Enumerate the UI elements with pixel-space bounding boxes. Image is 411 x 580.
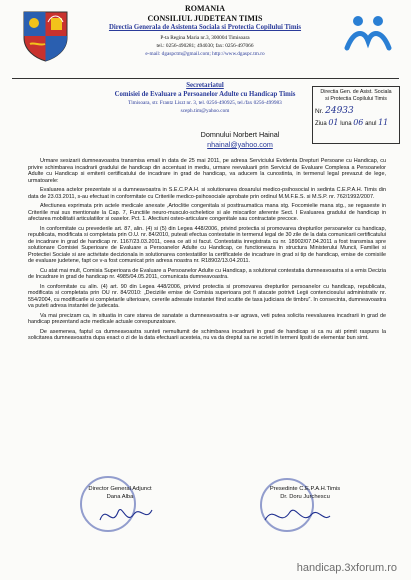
secretariat-heading: Secretariatul [186, 82, 224, 89]
left-signatory-name: Dana Alba [106, 493, 134, 500]
addressee-name: Domnului Norbert Hainal [200, 130, 280, 139]
addressee-email[interactable]: nhainal@yahoo.com [207, 139, 273, 149]
body-paragraph: In conformitate cu prevederile art. 87, alin. (4) si (5) din Legea 448/2006, privind protectia si promovarea drepturilor persoanelor cu handicap, republicata, modificata si completata prin O.U. nr. 84/2010, puteati efectua contestatie in termenul legal de 30 zile de la data comunicarii certificatului de incadrare in grad de handicap nr. 1167/23.03.2011, ceea ce ati si facut. Contestatia inregistrata cu nr. 18902/07.04.2011 a fost transmisa spre solutionare Comisiei Superioare de Evaluare a Persoanelor Adulte cu Handicap, ce functioneaza in structura Ministerului Muncii, Familiei si Protectiei Sociale si are activitate decizionala in solutionarea contestatiilor la certificatele de incadrare in grad si tip de handicap, emise de comisiile de evaluare judetene, fapt ce v-a fost comunicat prin adresa noastra nr. R18902/13.04.2011. [28, 225, 386, 264]
right-signatory-name: Dr. Doru Jurchescu [280, 493, 330, 500]
directorate-heading: Directia Generala de Asistenta Sociala si Protectia Copilului Timis [108, 24, 302, 31]
body-paragraph: Cu atat mai mult, Comisia Superioara de Evaluare a Persoanelor Adulte cu Handicap, a solutionat contestatia dumneavoastra si a emis Decizia de Incadrare in grad de handicap nr. 4985/04.05.2011, comunicata dumneavoastra. [28, 267, 386, 280]
body-paragraph: In conformitate cu alin. (4) art. 90 din Legea 448/2006, privind protectia si promovarea drepturilor persoanelor cu handicap, republicata, modificata si completata prin OU nr. 84/2010: „Deciziile emise de Comisia superioara pot fi atacate potrivit Legii contenciosului administrativ nr. 554/2004, cu modificarile si completarile ulterioare, cererile adresate instantei fiind scutite de taxa judiciara de timbru”. In consecinta, dumneavoastra va puteti adresa instantei de judecata. [28, 283, 386, 309]
left-signatory-title: Director General Adjunct [88, 486, 152, 492]
registration-line2: si Protectia Copilului Timis [325, 96, 387, 103]
registration-day: 01 [328, 118, 339, 128]
registration-number: 24933 [325, 106, 354, 117]
right-signature-block [240, 486, 370, 502]
body-paragraph: Evaluarea actelor prezentate si a dumneavoastra in S.E.C.P.A.H. si solutionarea dosarului medico-psihosocial in sedinta C.E.P.A.H. Timis din data de 23.03.2011, s-au efectuat in conformitate cu Criteriile medico-psihosociale aprobate prin ordinul M.M.F.E.S. si M.S.P. nr. 762/1992/2007. [28, 187, 386, 200]
commission-heading: Comisiei de Evaluare a Persoanelor Adulte cu Handicap Timis [114, 91, 296, 98]
registration-line1: Directia Gen. de Asist. Sociala [320, 89, 392, 95]
body-paragraph: Va mai precizam ca, in situatia in care starea de sanatate a dumneavoastra s-ar agrava, veti putea solicita reevaluarea incadrarii in grad de handicap prezentand acte medicale actuale corespunzatoare. [28, 312, 386, 325]
body-paragraph: De asemenea, faptul ca dumneavoastra sunteti nemultumit de schimbarea incadrarii in grad de handicap si ca nu ati primit raspuns la solicitarea dumneavoastra dupa exact o zi de la data efectuarii acesteia, nu va da dreptul sa ne scrieti in termeni lipsiti de elementar bun simt. [28, 328, 386, 341]
letter-body [28, 158, 386, 345]
addressee-block [170, 130, 310, 149]
registration-day-label: Ziua [315, 121, 327, 128]
registration-year: 11 [378, 118, 389, 128]
directorate-address: P-ta Regina Maria nr.3, 300004 Timisoara [160, 35, 250, 41]
registration-nr-label: Nr. [315, 108, 324, 116]
header-divider [12, 78, 399, 79]
registration-month: 06 [353, 118, 364, 128]
directorate-email: e-mail: dgaspctm@gmail.com; http://www.dgaspc.tm.ro [145, 51, 265, 57]
body-paragraph: Urmare sesizarii dumneavoastra transmisa email in data de 25 mai 2011, pe adresa Serviciului Evidenta Drepturi Persoane cu Handicap, cu privire schimbarea incadrarii gradului de handicap din accentuat in mediu, urmare reevaluarii prin Serviciul de Evaluare Complexa a Persoanelor Adulte cu Handicap si emiterii certificatului de incadrare in grad de handicap, va aducem la cunostinta, in termenul legal prevazut de lege, urmatoarele: [28, 158, 386, 184]
dgaspc-logo [342, 8, 394, 60]
county-crest-logo [18, 8, 73, 63]
registration-stamp [312, 86, 400, 144]
country-heading: ROMANIA [185, 4, 225, 13]
council-heading: CONSILIUL JUDETEAN TIMIS [147, 14, 263, 23]
directorate-phone: tel.: 0256-490281; 494030; fax: 0256-497066 [156, 43, 254, 49]
commission-address: Timisoara, str. Frantz Liszt nr. 3, tel. 0256-490925, tel./fax 0256-499983 [128, 100, 282, 106]
registration-year-label: anul [365, 121, 377, 128]
watermark-text: handicap.3xforum.ro [296, 562, 397, 574]
registration-month-label: luna [340, 121, 352, 128]
commission-email: sceph.tim@yahoo.com [180, 108, 230, 114]
right-handwritten-signature [262, 502, 332, 532]
right-signatory-title: Presedinte C.E.P.A.H.Timis [269, 486, 341, 492]
body-paragraph: Afectiunea exprimata prin actele medicale anexate ,Artoclitie congenitala si posttraumatica mana stg. Focomielie mana stg., se regaseste in Criteriile mai sus mentionate la Cap. 7, Functiile neuro-musculo-scheletice si ale miscarilor aferente Sect. I Evaluarea gradului de handicap in afectarea mobilitatii articulatiilor si oaselor. Pct. 1. Afectiuni osteo-articulare congenitale sau contractate precoce. [28, 203, 386, 222]
left-handwritten-signature [96, 500, 156, 530]
